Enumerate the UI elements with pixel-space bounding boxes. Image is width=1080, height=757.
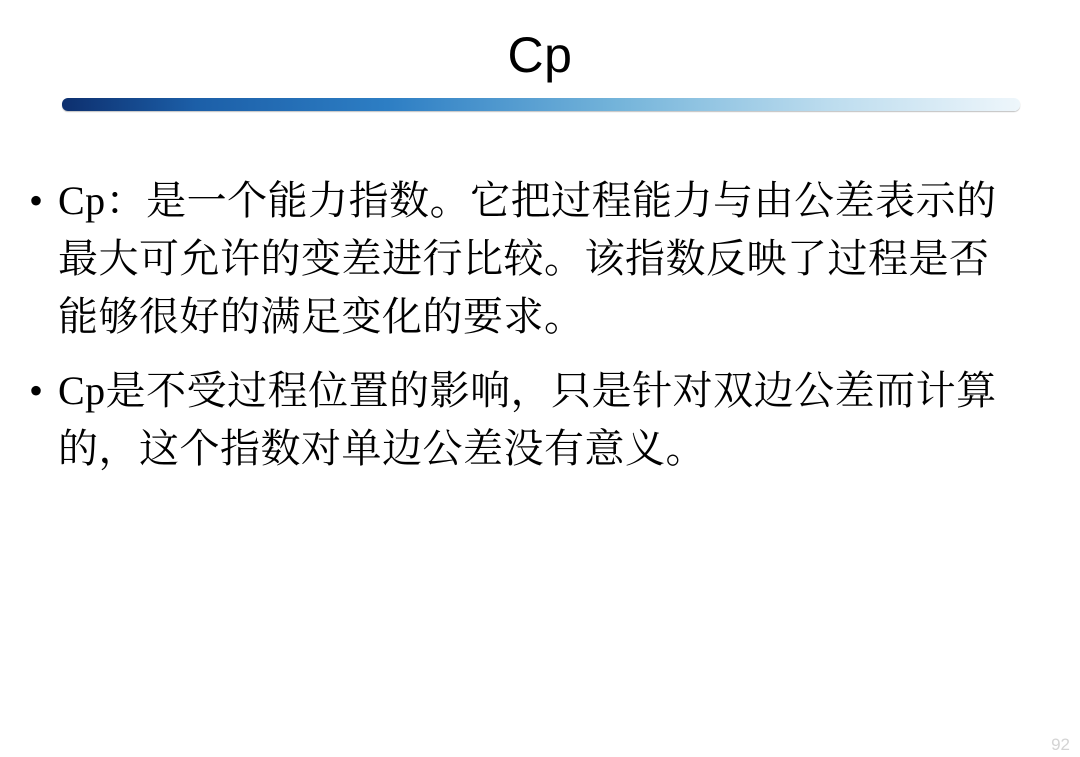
list-item xyxy=(14,362,1024,478)
list-item-text: Cp是不受过程位置的影响，只是针对双边公差而计算的，这个指数对单边公差没有意义。 xyxy=(58,368,997,471)
bullet-icon: • xyxy=(28,368,43,413)
slide-body xyxy=(14,172,1024,494)
bullet-icon: • xyxy=(28,178,43,223)
list-item xyxy=(14,172,1024,346)
list-item-text: Cp：是一个能力指数。它把过程能力与由公差表示的最大可允许的变差进行比较。该指数反映了过程是否能够很好的满足变化的要求。 xyxy=(58,178,997,339)
page-number: 92 xyxy=(1051,735,1070,754)
title-divider xyxy=(62,98,1020,111)
page-title: Cp xyxy=(507,27,573,83)
